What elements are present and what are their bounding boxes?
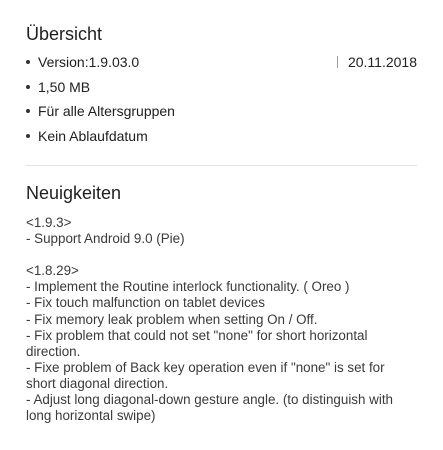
changelog-line: direction. [26,343,81,359]
changelog-line: <1.8.29> [26,263,79,279]
expiry-text: Kein Ablaufdatum [38,128,148,144]
age-rating-row [26,101,417,121]
changelog-line: long horizontal swipe) [26,408,156,424]
bullet-icon [26,134,30,138]
bullet-icon [26,85,30,89]
version-date-group [337,52,417,72]
news-title: Neuigkeiten [26,183,122,203]
version-text: Version:1.9.03.0 [38,54,140,70]
expiry-row [26,126,417,146]
version-row [26,52,417,72]
vertical-divider [337,56,338,68]
changelog-line: - Fix problem that could not set "none" for short horizontal [26,327,368,343]
bullet-icon [26,60,30,64]
changelog-line: - Fix memory leak problem when setting On / Off. [26,311,318,327]
section-divider [26,165,417,166]
changelog-line: - Support Android 9.0 (Pie) [26,231,185,247]
size-row [26,77,417,97]
changelog-text [26,215,429,424]
changelog-line: - Fix touch malfunction on tablet devices [26,295,265,311]
size-text: 1,50 MB [38,79,91,95]
age-rating-text: Für alle Altersgruppen [38,103,175,119]
release-date: 20.11.2018 [347,54,417,70]
changelog-line: - Fixe problem of Back key operation even if "none" is set for [26,359,385,375]
overview-title: Übersicht [26,24,103,44]
changelog-spacer [26,247,429,263]
changelog-line: - Implement the Routine interlock functionality. ( Oreo ) [26,279,350,295]
changelog-line: short diagonal direction. [26,375,169,391]
bullet-icon [26,109,30,113]
changelog-line: <1.9.3> [26,215,72,230]
changelog-line: - Adjust long diagonal-down gesture angle. (to distinguish with [26,392,393,408]
